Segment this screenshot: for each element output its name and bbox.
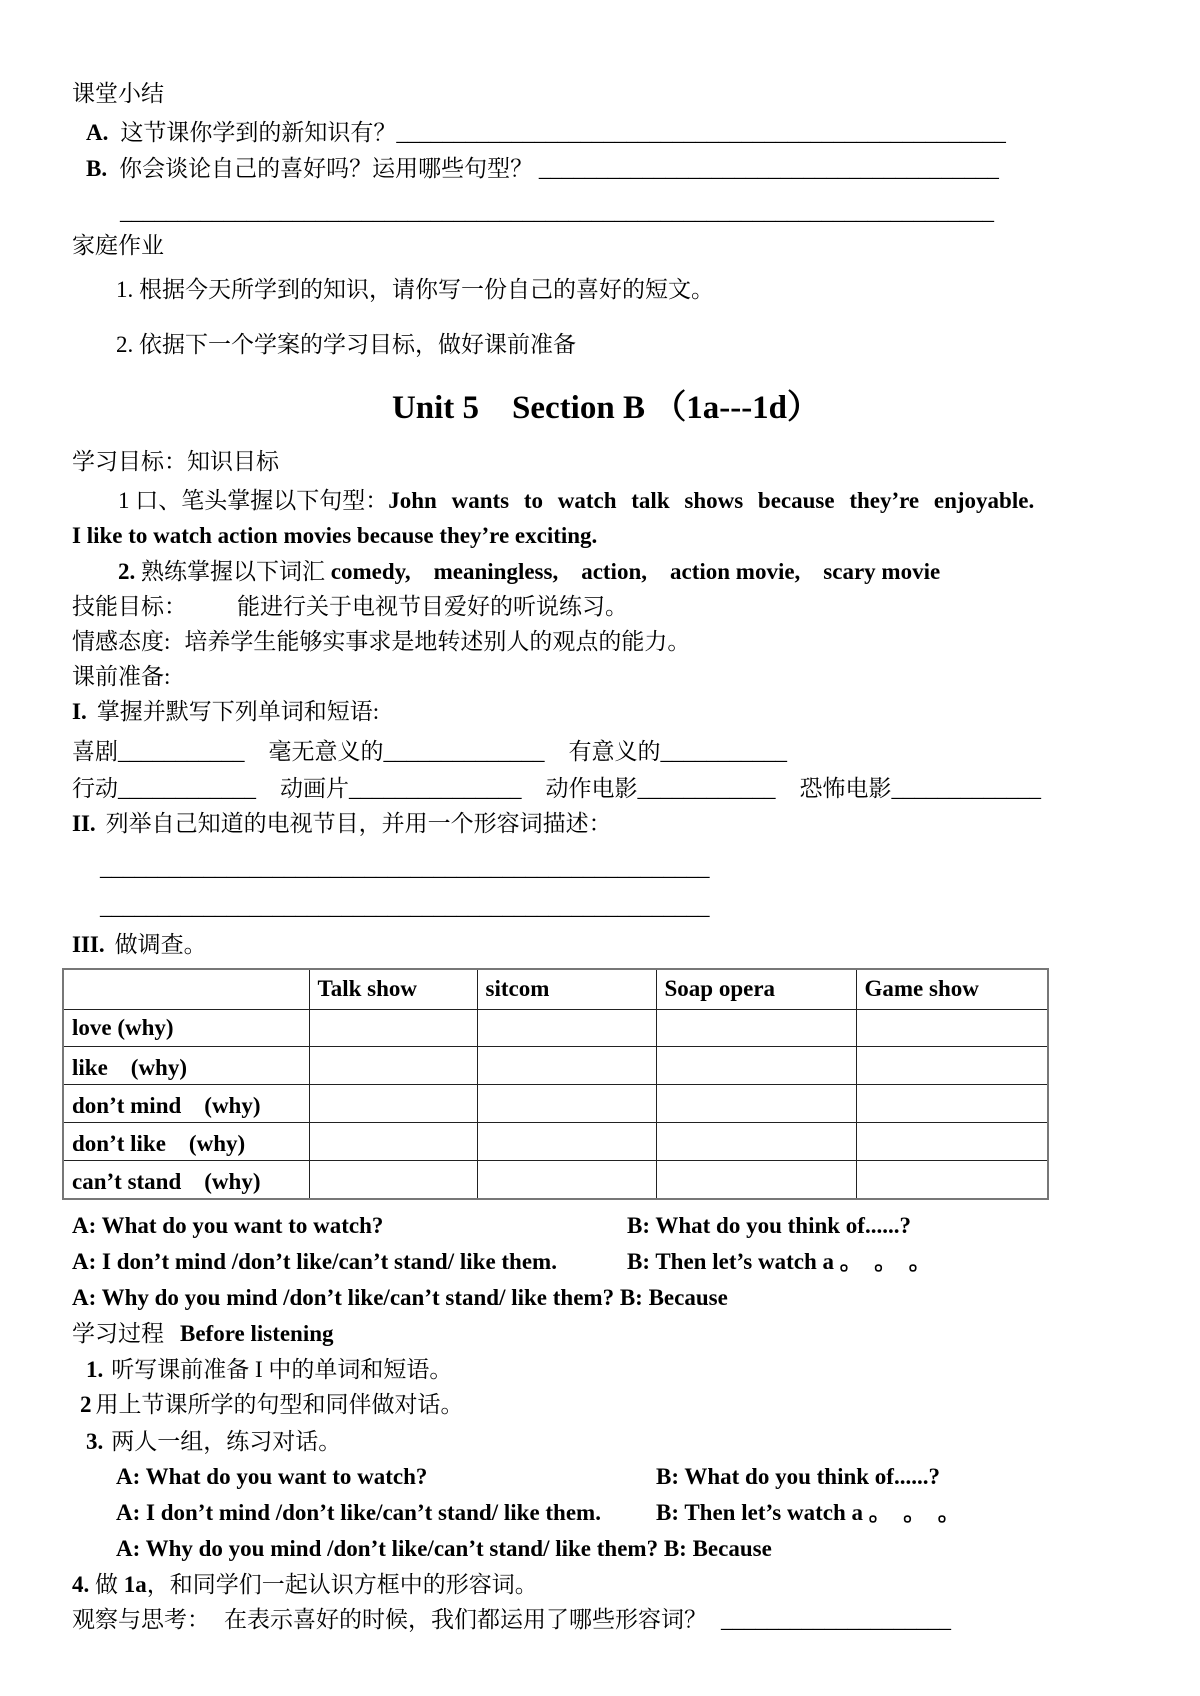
dialogue1-line-1 <box>72 1208 1140 1244</box>
item-a-label: A. <box>86 120 109 145</box>
step-4-pre: 做 <box>95 1571 118 1597</box>
vocab-blank: ____________ <box>118 776 256 801</box>
class-summary-item-a <box>72 115 1140 150</box>
goal-1-sentence-2: I like to watch action movies because they’re exciting. <box>72 523 598 548</box>
dialogue2-b1: B: What do you think of......? <box>656 1463 940 1489</box>
survey-header-talk-show: Talk show <box>309 969 477 1009</box>
goal-1-sentence-1: John wants to watch talk shows because they’re enjoyable. <box>388 488 1035 513</box>
step-1-num: 1. <box>86 1356 104 1382</box>
vocab-blank: ___________ <box>118 739 245 764</box>
blank-line: _____________________________________________________ <box>100 855 710 880</box>
vocab-label: 恐怖电影 <box>799 776 892 801</box>
prep-iii-text: 做调查。 <box>114 932 207 957</box>
item-a-text: 这节课你学到的新知识有？ <box>120 120 397 145</box>
step-2-num: 2 <box>80 1391 92 1417</box>
emotion-text: 培养学生能够实事求是地转述别人的观点的能力。 <box>184 629 691 654</box>
reflection-text: 在表示喜好的时候，我们都运用了哪些形容词？ <box>224 1606 707 1632</box>
objective-goal-1 <box>72 483 1140 518</box>
process-heading <box>72 1316 1140 1352</box>
dialogue1-b1: B: What do you think of......? <box>627 1212 911 1238</box>
dialogue2-a1: A: What do you want to watch? <box>116 1463 428 1489</box>
survey-cell <box>656 1046 856 1084</box>
prep-ii-text: 列举自己知道的电视节目，并用一个形容词描述： <box>105 811 612 836</box>
step-3-num: 3. <box>86 1428 104 1454</box>
skill-text: 能进行关于电视节目爱好的听说练习。 <box>237 594 628 619</box>
dialogue1-line-2 <box>72 1244 1140 1280</box>
survey-header-soap-opera: Soap opera <box>656 969 856 1009</box>
prep-ii-label: II. <box>72 811 96 836</box>
dialogue2-line-2 <box>116 1495 1140 1531</box>
continuation-blank-line <box>72 196 1140 228</box>
vocab-row-2 <box>72 771 1140 806</box>
survey-row-dont-mind <box>63 1084 1048 1122</box>
homework-item-1-text: 根据今天所学到的知识，请你写一份自己的喜好的短文。 <box>139 277 714 302</box>
vocab-meaningful <box>569 739 788 764</box>
prep-heading: 课前准备: <box>72 664 171 689</box>
vocab-scary-movie <box>800 776 1042 801</box>
homework-section <box>72 228 1140 263</box>
survey-cell <box>309 1122 477 1160</box>
survey-cell <box>856 1084 1048 1122</box>
survey-cell <box>309 1046 477 1084</box>
survey-cell <box>477 1009 656 1046</box>
vocab-blank: ___________ <box>660 739 787 764</box>
emotion-goal <box>72 624 1140 659</box>
prep-item-iii <box>72 927 1140 962</box>
homework-item-1 <box>72 272 1140 307</box>
survey-row-dont-like <box>63 1122 1048 1160</box>
dialogue2-line-1 <box>116 1459 1140 1495</box>
step-4-num: 4. <box>72 1571 90 1597</box>
item-b-blank: ________________________________________ <box>538 156 999 181</box>
reflection-line <box>72 1602 1140 1637</box>
process-step-4 <box>72 1567 1140 1602</box>
survey-cell <box>656 1122 856 1160</box>
reflection-blank: ____________________ <box>721 1606 951 1632</box>
prep-i-label: I. <box>72 699 87 724</box>
prep-item-i <box>72 694 1140 729</box>
step-3-text: 两人一组，练习对话。 <box>111 1428 342 1454</box>
vocab-label: 有意义的 <box>568 739 661 764</box>
blank-line: _____________________________________________________ <box>100 894 710 919</box>
vocab-label: 动作电影 <box>545 776 638 801</box>
survey-row-like <box>63 1046 1048 1084</box>
survey-cell <box>856 1009 1048 1046</box>
process-heading-cn: 学习过程 <box>72 1320 164 1346</box>
vocab-label: 喜剧 <box>72 739 118 764</box>
vocab-cartoon <box>280 776 522 801</box>
vocab-label: 毫无意义的 <box>268 739 384 764</box>
list-blank-line-1 <box>72 851 1140 884</box>
vocab-comedy <box>72 739 245 764</box>
step-4-post: ，和同学们一起认识方框中的形容词。 <box>146 1571 538 1597</box>
class-summary-section <box>72 76 1140 111</box>
survey-cell <box>656 1084 856 1122</box>
dialogue1-a1: A: What do you want to watch? <box>72 1212 384 1238</box>
vocab-blank: ____________ <box>637 776 776 801</box>
process-step-2 <box>72 1387 1140 1422</box>
dialogue2-a2: A: I don’t mind /don’t like/can’t stand/ like them. <box>116 1499 601 1525</box>
class-summary-heading: 课堂小结 <box>72 81 164 106</box>
dialogue2-b2: B: Then let’s watch a 。 。 。 <box>656 1499 961 1525</box>
step-2-text: 用上节课所学的句型和同伴做对话。 <box>95 1391 464 1417</box>
survey-row-label-love: love (why) <box>63 1009 309 1046</box>
survey-cell <box>309 1160 477 1199</box>
survey-cell <box>856 1046 1048 1084</box>
objective-goal-2 <box>72 554 1140 589</box>
vocab-label: 行动 <box>72 776 118 801</box>
survey-header-empty <box>63 969 309 1009</box>
goal-1-num: 1 <box>118 488 130 513</box>
vocab-blank: _____________ <box>891 776 1041 801</box>
survey-row-label-cant-stand: can’t stand (why) <box>63 1160 309 1199</box>
dialogue1-a2: A: I don’t mind /don’t like/can’t stand/ like them. <box>72 1248 557 1274</box>
goal-2-num: 2. <box>118 559 136 584</box>
survey-header-game-show: Game show <box>856 969 1048 1009</box>
vocab-blank: ______________ <box>383 739 545 764</box>
vocab-label: 动画片 <box>280 776 349 801</box>
survey-row-label-like: like (why) <box>63 1046 309 1084</box>
survey-cell <box>477 1160 656 1199</box>
item-b-text: 你会谈论自己的喜好吗？运用哪些句型？ <box>119 156 534 181</box>
survey-cell <box>656 1160 856 1199</box>
survey-table <box>62 968 1049 1200</box>
process-step-3 <box>72 1424 1140 1459</box>
objectives-heading: 学习目标：知识目标 <box>72 449 279 474</box>
item-b-label: B. <box>86 156 108 181</box>
list-blank-line-2 <box>72 890 1140 923</box>
step-1-text: 听写课前准备 I 中的单词和短语。 <box>111 1356 453 1382</box>
dialogue2-line-3: A: Why do you mind /don’t like/can’t stand/ like them? B: Because <box>116 1535 772 1561</box>
vocab-blank: _______________ <box>349 776 522 801</box>
homework-item-2 <box>72 327 1140 362</box>
survey-header-sitcom: sitcom <box>477 969 656 1009</box>
survey-row-love <box>63 1009 1048 1046</box>
homework-item-1-num: 1. <box>116 277 134 302</box>
dialogue1-b2: B: Then let’s watch a 。 。 。 <box>627 1248 932 1274</box>
step-4-ref: 1a <box>123 1571 147 1597</box>
vocab-action <box>72 776 256 801</box>
process-heading-en: Before listening <box>180 1320 334 1346</box>
survey-row-cant-stand <box>63 1160 1048 1199</box>
emotion-label: 情感态度: <box>72 629 171 654</box>
continuation-blank: ____________________________________________________________________________ <box>120 199 994 224</box>
unit-title: Unit 5 Section B （1a---1d） <box>391 390 821 426</box>
reflection-label: 观察与思考： <box>72 1606 210 1632</box>
vocab-row-1 <box>72 734 1140 769</box>
goal-2-words: comedy, meaningless, action, action movie, scary movie <box>330 559 941 584</box>
homework-heading: 家庭作业 <box>72 233 164 258</box>
process-step-1 <box>72 1352 1140 1387</box>
survey-header-row <box>63 969 1048 1009</box>
vocab-action-movie <box>546 776 776 801</box>
survey-cell <box>856 1122 1048 1160</box>
prep-item-ii <box>72 806 1140 841</box>
survey-cell <box>656 1009 856 1046</box>
homework-item-2-text: 依据下一个学案的学习目标，做好课前准备 <box>139 332 576 357</box>
survey-cell <box>856 1160 1048 1199</box>
skill-label: 技能目标： <box>72 594 187 619</box>
skill-goal <box>72 589 1140 624</box>
class-summary-item-b <box>72 151 1140 186</box>
vocab-meaningless <box>269 739 545 764</box>
survey-cell <box>477 1122 656 1160</box>
survey-cell <box>477 1084 656 1122</box>
survey-cell <box>309 1084 477 1122</box>
dialogue1-line-3: A: Why do you mind /don’t like/can’t stand/ like them? B: Because <box>72 1284 728 1310</box>
goal-1-prefix: 口、笔头掌握以下句型： <box>135 488 389 513</box>
item-a-blank: _____________________________________________________ <box>396 120 1006 145</box>
survey-row-label-dont-mind: don’t mind (why) <box>63 1084 309 1122</box>
prep-i-text: 掌握并默写下列单词和短语: <box>96 699 380 724</box>
homework-item-2-num: 2. <box>116 332 134 357</box>
survey-cell <box>477 1046 656 1084</box>
prep-iii-label: III. <box>72 932 105 957</box>
survey-cell <box>309 1009 477 1046</box>
survey-row-label-dont-like: don’t like (why) <box>63 1122 309 1160</box>
goal-2-prefix: 熟练掌握以下词汇 <box>141 559 325 584</box>
